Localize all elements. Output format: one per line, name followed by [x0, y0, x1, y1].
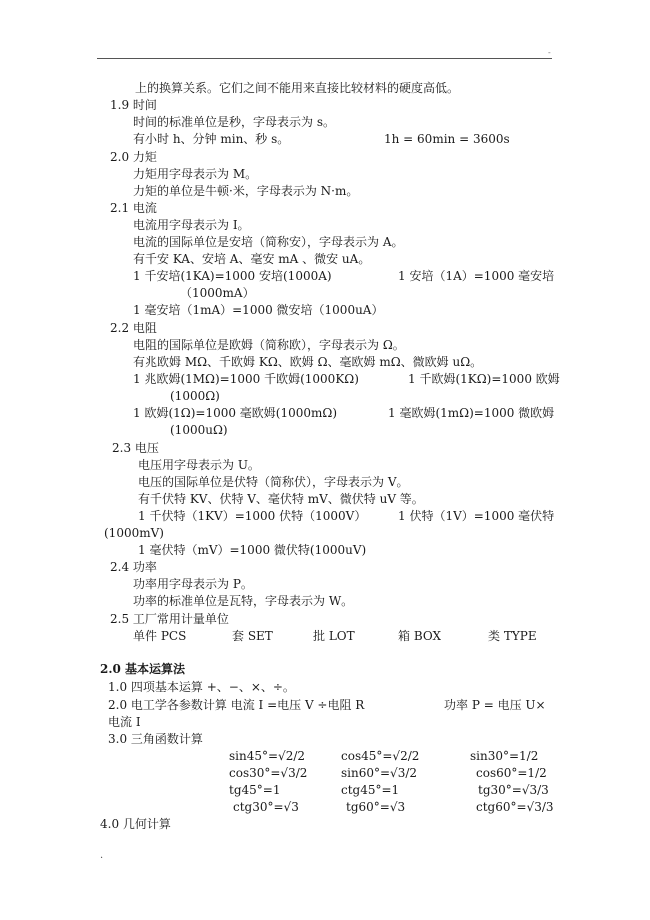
trig-formula: ctg30°=√3: [233, 800, 299, 814]
section-heading-2-0: 2.0 力矩: [110, 150, 157, 164]
unit-lot: 批 LOT: [313, 629, 355, 643]
text-line: 电流的国际单位是安培（简称安），字母表示为 A。: [133, 235, 404, 249]
text-line: 2.0 电工学各参数计算 电流 I =电压 V ÷电阻 R: [108, 698, 365, 712]
text-line: 1.0 四项基本运算 +、−、×、÷。: [108, 680, 295, 694]
text-line: 1 安培（1A）=1000 毫安培: [398, 269, 555, 283]
text-line: 1 毫欧姆(1mΩ)=1000 微欧姆: [388, 406, 555, 420]
trig-formula: sin60°=√3/2: [341, 766, 418, 780]
text-line: （1000mA）: [180, 286, 255, 300]
text-line: 1 毫伏特（mV）=1000 微伏特(1000uV): [138, 543, 367, 557]
text-line: 3.0 三角函数计算: [108, 732, 203, 746]
text-line: 力矩用字母表示为 M。: [133, 167, 258, 181]
trig-formula: sin45°=√2/2: [229, 749, 306, 763]
text-line: 有兆欧姆 MΩ、千欧姆 KΩ、欧姆 Ω、毫欧姆 mΩ、微欧姆 uΩ。: [133, 355, 483, 369]
text-line: (1000uΩ): [170, 423, 228, 437]
text-line: 功率用字母表示为 P。: [133, 577, 253, 591]
section-heading-2-4: 2.4 功率: [110, 560, 157, 574]
text-line: 1 千伏特（1KV）=1000 伏特（1000V）: [138, 509, 367, 523]
trig-formula: tg60°=√3: [346, 800, 406, 814]
text-line: 1 伏特（1V）=1000 毫伏特: [398, 509, 555, 523]
section-heading-2-5: 2.5 工厂常用计量单位: [110, 612, 229, 626]
trig-formula: cos30°=√3/2: [229, 766, 308, 780]
unit-pcs: 单件 PCS: [133, 629, 187, 643]
section-heading-4-0: 4.0 几何计算: [100, 817, 171, 831]
footer-mark: ·: [100, 853, 104, 864]
text-line: 有千伏特 KV、伏特 V、毫伏特 mV、微伏特 uV 等。: [138, 492, 424, 506]
header-rule: [97, 58, 552, 59]
text-line: 有千安 KA、安培 A、毫安 mA 、微安 uA。: [133, 252, 371, 266]
chapter-heading-2-0: 2.0 基本运算法: [100, 662, 186, 676]
trig-formula: ctg45°=1: [341, 783, 400, 797]
unit-box: 箱 BOX: [398, 629, 442, 643]
text-line: (1000mV): [104, 526, 164, 540]
text-line: 功率的标准单位是瓦特，字母表示为 W。: [133, 594, 354, 608]
trig-formula: sin30°=1/2: [470, 749, 539, 763]
text-line: 电阻的国际单位是欧姆（简称欧），字母表示为 Ω。: [133, 338, 405, 352]
unit-set: 套 SET: [232, 629, 273, 643]
text-line: 功率 P = 电压 U×: [444, 698, 546, 712]
text-line: 1 兆欧姆(1MΩ)=1000 千欧姆(1000KΩ): [133, 372, 359, 386]
section-heading-1-9: 1.9 时间: [110, 98, 157, 112]
text-line: 力矩的单位是牛顿·米，字母表示为 N·m。: [133, 184, 359, 198]
text-line: 上的换算关系。它们之间不能用来直接比较材料的硬度高低。: [135, 81, 460, 95]
text-line: (1000Ω): [170, 389, 220, 403]
text-line: 电压的国际单位是伏特（简称伏），字母表示为 V。: [138, 475, 409, 489]
text-line: 电流 I: [108, 715, 141, 729]
trig-formula: cos60°=1/2: [476, 766, 547, 780]
trig-formula: tg30°=√3/3: [478, 783, 549, 797]
text-line: 1 毫安培（1mA）=1000 微安培（1000uA）: [133, 303, 384, 317]
text-line: 1 欧姆(1Ω)=1000 毫欧姆(1000mΩ): [133, 406, 338, 420]
section-heading-2-2: 2.2 电阻: [110, 321, 157, 335]
header-mark: -: [548, 48, 551, 57]
section-heading-2-1: 2.1 电流: [110, 201, 157, 215]
text-line: 1 千安培(1KA)=1000 安培(1000A): [133, 269, 332, 283]
text-line: 电压用字母表示为 U。: [138, 458, 260, 472]
text-line: 1 千欧姆(1KΩ)=1000 欧姆: [408, 372, 560, 386]
text-line: 电流用字母表示为 I。: [133, 218, 250, 232]
trig-formula: tg45°=1: [229, 783, 281, 797]
section-heading-2-3: 2.3 电压: [112, 441, 159, 455]
trig-formula: ctg60°=√3/3: [476, 800, 554, 814]
unit-type: 类 TYPE: [488, 629, 537, 643]
text-line: 时间的标准单位是秒，字母表示为 s。: [133, 115, 335, 129]
text-line: 1h = 60min = 3600s: [384, 132, 510, 146]
text-line: 有小时 h、分钟 min、秒 s。: [133, 132, 290, 146]
trig-formula: cos45°=√2/2: [341, 749, 420, 763]
